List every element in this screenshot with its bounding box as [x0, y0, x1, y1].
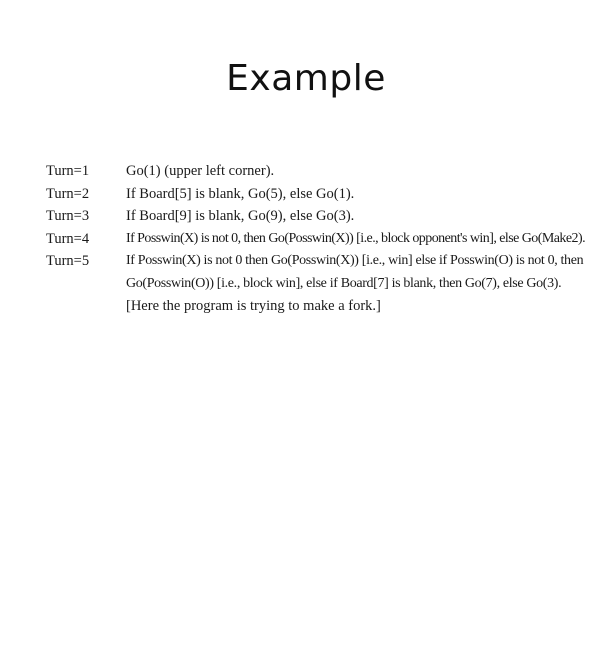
rule-turn-4 [46, 228, 606, 251]
rule-text: If Posswin(X) is not 0 then Go(Posswin(X)) [i.e., win] else if Posswin(O) is not 0, then [126, 253, 584, 268]
rule-continuation-line: Go(Posswin(O)) [i.e., block win], else if Board[7] is blank, then Go(7), else Go(3). [126, 275, 562, 291]
rule-turn-2 [46, 183, 606, 206]
turn-rules-list [46, 160, 606, 318]
rule-text: If Posswin(X) is not 0, then Go(Posswin(X)) [i.e., block opponent's win], else Go(Make2). [126, 230, 586, 246]
turn-label: Turn=5 [46, 253, 90, 269]
turn-label: Turn=1 [46, 163, 90, 179]
turn-label: Turn=4 [46, 230, 90, 247]
rule-turn-3 [46, 205, 606, 228]
slide-title: Example [226, 58, 386, 99]
turn-label: Turn=3 [46, 208, 90, 224]
rule-text: If Board[9] is blank, Go(9), else Go(3). [126, 208, 355, 224]
rule-turn-1 [46, 160, 606, 183]
rule-turn-5 [46, 250, 606, 273]
rule-note-line: [Here the program is trying to make a fork.] [126, 298, 381, 314]
turn-label: Turn=2 [46, 185, 90, 202]
rule-text: If Board[5] is blank, Go(5), else Go(1). [126, 185, 355, 202]
rule-text: Go(1) (upper left corner). [126, 163, 275, 179]
